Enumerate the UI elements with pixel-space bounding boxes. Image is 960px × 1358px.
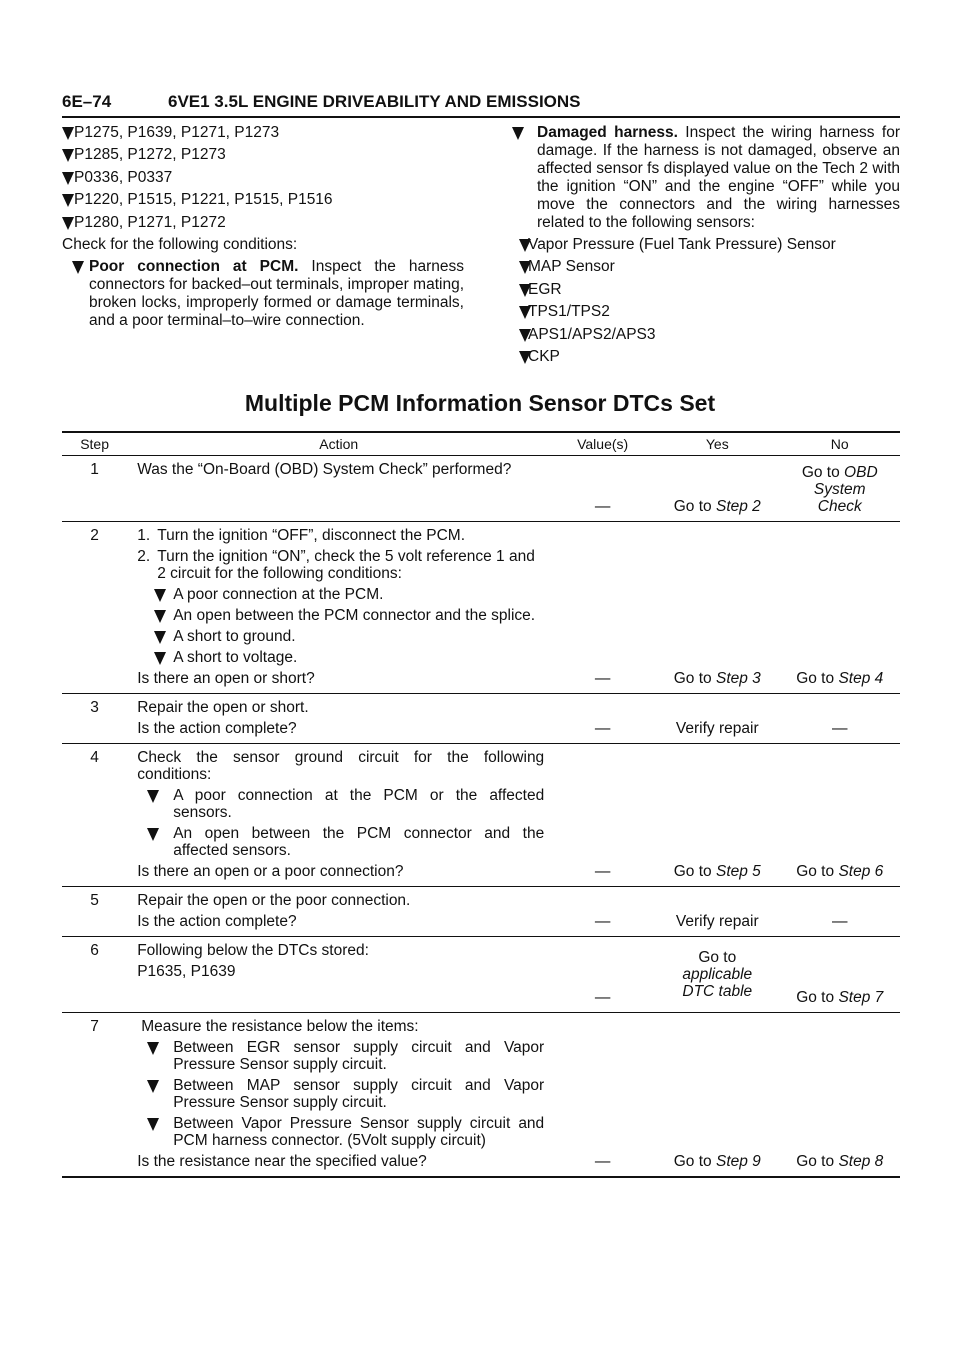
yes-cell: Verify repair [655, 694, 779, 744]
page-number: 6E–74 [62, 92, 112, 111]
condition-item: A poor connection at the PCM. [137, 586, 544, 603]
section-title: Multiple PCM Information Sensor DTCs Set [244, 390, 716, 416]
poor-connection-item [62, 258, 464, 330]
value-cell: — [550, 937, 655, 1013]
table-row [62, 694, 900, 744]
column-header-no: No [779, 432, 900, 456]
value-cell: — [550, 887, 655, 937]
page-header-title: 6VE1 3.5L ENGINE DRIVEABILITY AND EMISSIONS [168, 92, 581, 111]
dtc-line: P1220, P1515, P1221, P1515, P1516 [62, 191, 464, 209]
page-header [62, 90, 900, 118]
step-number: 3 [62, 694, 127, 744]
condition-item: An open between the PCM connector and the affected sensors. [137, 825, 544, 859]
damaged-harness-item [512, 124, 900, 232]
sensor-item: Vapor Pressure (Fuel Tank Pressure) Sensor [512, 236, 900, 254]
damaged-harness-text: Inspect the wiring harness for damage. If the harness is not damaged, observe an affected sensor fs displayed value on the Tech 2 with the ignition “ON” and the engine “OFF” while you move the connectors and the wiring harnesses related to the following sensors: [537, 124, 900, 231]
dtc-line: P0336, P0337 [62, 169, 464, 187]
triangle-bullet-icon [519, 306, 531, 319]
resistance-item: Between MAP sensor supply circuit and Vapor Pressure Sensor supply circuit. [137, 1077, 544, 1111]
triangle-bullet-icon [519, 351, 531, 364]
action-cell: Repair the open or short. Is the action complete? [127, 694, 550, 744]
table-header-row [62, 432, 900, 456]
sensor-item: TPS1/TPS2 [512, 303, 900, 321]
table-row [62, 887, 900, 937]
column-header-yes: Yes [655, 432, 779, 456]
action-cell: Check the sensor ground circuit for the following conditions: A poor connection at the PCM or the affected sensors. An open between the PCM connector and the affected sensors. Is there an open or a poor connection? [127, 744, 550, 887]
step-number: 1 [62, 456, 127, 522]
triangle-bullet-icon [154, 631, 166, 644]
value-cell: — [550, 744, 655, 887]
triangle-bullet-icon [147, 1042, 159, 1055]
triangle-bullet-icon [62, 217, 74, 230]
yes-cell: Go to Step 9 [655, 1013, 779, 1178]
no-cell: Go to OBD System Check [779, 456, 900, 522]
no-cell: Go to Step 4 [779, 522, 900, 694]
resistance-item: Between Vapor Pressure Sensor supply circuit and PCM harness connector. (5Volt supply circuit) [137, 1115, 544, 1149]
yes-cell: Go to Step 2 [655, 456, 779, 522]
poor-connection-text: Inspect the harness connectors for backed–out terminals, improper mating, broken locks, improperly formed or damage terminals, and a poor terminal–to–wire connection. [89, 257, 464, 329]
step-number: 6 [62, 937, 127, 1013]
sensor-item: EGR [512, 281, 900, 299]
column-header-values: Value(s) [550, 432, 655, 456]
poor-connection-heading: Poor connection at PCM. [89, 257, 299, 275]
left-column [62, 124, 464, 330]
value-cell: — [550, 522, 655, 694]
triangle-bullet-icon [147, 1118, 159, 1131]
yes-cell: Verify repair [655, 887, 779, 937]
triangle-bullet-icon [147, 828, 159, 841]
triangle-bullet-icon [147, 790, 159, 803]
action-cell [127, 522, 550, 694]
triangle-bullet-icon [62, 172, 74, 185]
sensor-item: CKP [512, 348, 900, 366]
column-header-action: Action [127, 432, 550, 456]
diagnostic-table [62, 431, 900, 1178]
right-column [512, 124, 900, 370]
action-question: Is there an open or short? [137, 670, 315, 687]
no-cell: Go to Step 7 [779, 937, 900, 1013]
action-cell: Following below the DTCs stored: P1635, P1639 [127, 937, 550, 1013]
column-header-step: Step [62, 432, 127, 456]
action-cell: Measure the resistance below the items: Between EGR sensor supply circuit and Vapor Pressure Sensor supply circuit. Between MAP sensor supply circuit and Vapor Pressure Sensor supply circuit. Between Vapor Pressure Sensor supply circuit and PCM harness connector. (5Volt supply circuit) Is the resistance near the specified value? [127, 1013, 550, 1178]
table-row [62, 744, 900, 887]
table-row [62, 522, 900, 694]
yes-cell: Go to Step 3 [655, 522, 779, 694]
action-question: Is the resistance near the specified value? [137, 1153, 427, 1170]
triangle-bullet-icon [154, 589, 166, 602]
step-number: 5 [62, 887, 127, 937]
action-cell [127, 456, 550, 522]
value-cell: — [550, 694, 655, 744]
triangle-bullet-icon [62, 194, 74, 207]
action-question: Is the action complete? [137, 720, 297, 737]
condition-item: A short to ground. [137, 628, 544, 645]
triangle-bullet-icon [62, 127, 74, 140]
sensor-item: APS1/APS2/APS3 [512, 326, 900, 344]
action-question: Was the “On-Board (OBD) System Check” performed? [137, 461, 512, 478]
value-cell: — [550, 456, 655, 522]
triangle-bullet-icon [519, 284, 531, 297]
condition-item: A short to voltage. [137, 649, 544, 666]
action-question: Is the action complete? [137, 913, 297, 930]
triangle-bullet-icon [519, 329, 531, 342]
action-question: Is there an open or a poor connection? [137, 863, 404, 880]
yes-cell: Go to Step 5 [655, 744, 779, 887]
triangle-bullet-icon [519, 239, 531, 252]
triangle-bullet-icon [62, 149, 74, 162]
triangle-bullet-icon [512, 127, 524, 140]
no-cell: Go to Step 8 [779, 1013, 900, 1178]
dtc-line: P1285, P1272, P1273 [62, 146, 464, 164]
triangle-bullet-icon [154, 652, 166, 665]
no-cell: — [779, 694, 900, 744]
step-number: 2 [62, 522, 127, 694]
numbered-item: 2. Turn the ignition “ON”, check the 5 volt reference 1 and 2 circuit for the following conditions: [137, 548, 535, 582]
no-cell: Go to Step 6 [779, 744, 900, 887]
action-cell: Repair the open or the poor connection. Is the action complete? [127, 887, 550, 937]
triangle-bullet-icon [154, 610, 166, 623]
condition-item: An open between the PCM connector and the splice. [137, 607, 544, 624]
condition-item: A poor connection at the PCM or the affected sensors. [137, 787, 544, 821]
dtc-line: P1275, P1639, P1271, P1273 [62, 124, 464, 142]
table-row [62, 456, 900, 522]
no-cell: — [779, 887, 900, 937]
dtc-line: P1280, P1271, P1272 [62, 214, 464, 232]
yes-cell: Go to applicable DTC table [655, 937, 779, 1013]
check-intro: Check for the following conditions: [62, 235, 298, 253]
triangle-bullet-icon [147, 1080, 159, 1093]
sensor-item: MAP Sensor [512, 258, 900, 276]
table-row [62, 1013, 900, 1178]
numbered-item: 1. Turn the ignition “OFF”, disconnect the PCM. [137, 527, 466, 544]
step-number: 7 [62, 1013, 127, 1178]
value-cell: — [550, 1013, 655, 1178]
table-row [62, 937, 900, 1013]
resistance-item: Between EGR sensor supply circuit and Vapor Pressure Sensor supply circuit. [137, 1039, 544, 1073]
triangle-bullet-icon [72, 261, 84, 274]
damaged-harness-heading: Damaged harness. [537, 124, 678, 141]
triangle-bullet-icon [519, 261, 531, 274]
step-number: 4 [62, 744, 127, 887]
